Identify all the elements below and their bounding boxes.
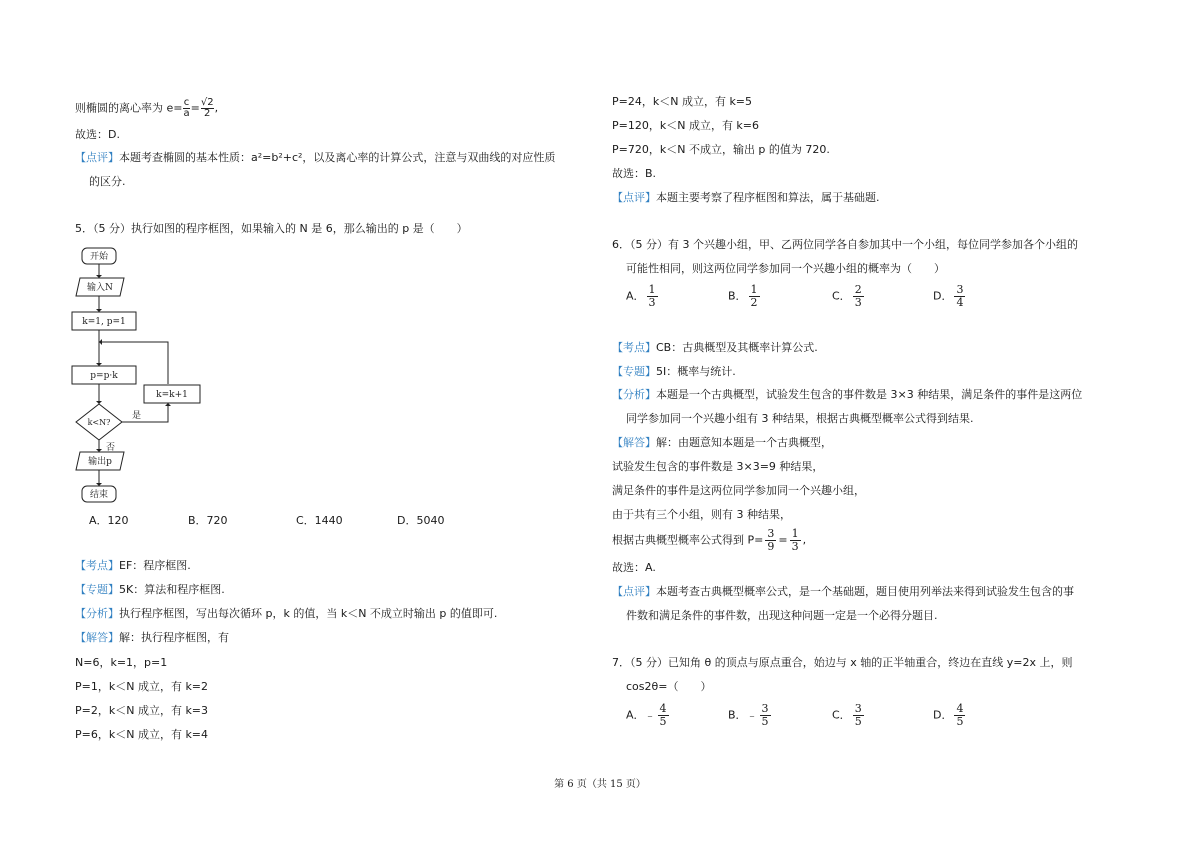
kaodian-line: [75, 558, 191, 574]
option-label: D．: [933, 289, 953, 303]
flow-start-label: 开始: [89, 252, 109, 262]
step-line: P=120，k＜N 成立，有 k=6: [612, 119, 760, 132]
comment-line-2: 的区分.: [89, 175, 126, 188]
jieda-text: 解：执行程序框图，有: [119, 631, 229, 644]
dianping-tag: 【点评】: [612, 585, 656, 598]
fraction: [954, 284, 965, 309]
flow-assign-label: p=p·k: [90, 371, 118, 381]
denominator: 9: [767, 540, 775, 553]
text: 则椭圆的离心率为 e=: [75, 101, 183, 115]
q6-option-c: [832, 284, 866, 309]
zhuanti-tag: 【专题】: [75, 583, 119, 596]
q6-option-d: [933, 284, 967, 309]
solution-formula-line: [612, 528, 806, 553]
fraction: [954, 703, 965, 728]
fraction: [201, 98, 214, 119]
option-label: B．: [728, 289, 747, 303]
fraction: [760, 703, 771, 728]
q5-option-c: C．1440: [296, 514, 343, 527]
fraction: [647, 284, 658, 309]
option-label: A．: [626, 708, 645, 722]
numerator: √2: [200, 97, 214, 108]
denominator: a: [183, 108, 190, 119]
denominator: 3: [854, 296, 862, 309]
question-6: 6．（5 分）有 3 个兴趣小组，甲、乙两位同学各自参加其中一个小组，每位同学参加各个小组的: [612, 238, 1078, 251]
denominator: 5: [761, 715, 769, 728]
jieda-line: [75, 630, 229, 646]
solution-line: 试验发生包含的事件数是 3×3=9 种结果，: [612, 460, 824, 473]
comment-line: [75, 150, 555, 166]
fraction: [658, 703, 669, 728]
comment-tag: 【点评】: [75, 151, 119, 164]
kaodian-text: CB：古典概型及其概率计算公式.: [656, 341, 818, 354]
step-line: P=720，k＜N 不成立，输出 p 的值为 720.: [612, 143, 830, 156]
answer-line: 故选：B.: [612, 167, 657, 180]
denominator: 3: [791, 540, 799, 553]
numerator: 4: [659, 702, 667, 715]
numerator: 3: [854, 702, 862, 715]
q7-option-b: [728, 703, 773, 728]
answer-line: 故选：D.: [75, 128, 120, 141]
comment-text: 本题考查椭圆的基本性质：a²=b²+c²，以及离心率的计算公式，注意与双曲线的对应性质: [119, 151, 556, 164]
zhuanti-text: 5K：算法和程序框图.: [119, 583, 225, 596]
numerator: 3: [956, 283, 964, 296]
text: 根据古典概型概率公式得到 P=: [612, 533, 764, 547]
q7-option-a: [626, 703, 671, 728]
dianping-tag: 【点评】: [612, 191, 656, 204]
solution-line: 由于共有三个小组，则有 3 种结果，: [612, 508, 791, 521]
numerator: 3: [767, 527, 775, 540]
fenxi-line: [75, 606, 497, 622]
dianping-line: [612, 584, 1074, 600]
fenxi-tag: 【分析】: [75, 607, 119, 620]
step-line: P=1，k＜N 成立，有 k=2: [75, 680, 209, 693]
fenxi-text: 本题是一个古典概型，试验发生包含的事件数是 3×3 种结果，满足条件的事件是这两位: [656, 388, 1083, 401]
q6-option-a: [626, 284, 660, 309]
flow-condition-label: k<N?: [87, 418, 111, 427]
fenxi-text: 执行程序框图，写出每次循环 p，k 的值，当 k＜N 不成立时输出 p 的值即可.: [119, 607, 498, 620]
step-line: P=6，k＜N 成立，有 k=4: [75, 728, 209, 741]
question-6-line-2: 可能性相同，则这两位同学参加同一个兴趣小组的概率为（ ）: [626, 262, 945, 275]
option-label: B．: [728, 708, 747, 722]
flow-yes-label: 是: [132, 411, 142, 421]
jieda-tag: 【解答】: [612, 436, 656, 449]
jieda-tag: 【解答】: [75, 631, 119, 644]
denominator: 5: [659, 715, 667, 728]
zhuanti-text: 5I：概率与统计.: [656, 365, 736, 378]
zhuanti-line: [612, 364, 736, 380]
denominator: 5: [854, 715, 862, 728]
fraction: [749, 284, 760, 309]
jieda-text: 解：由题意知本题是一个古典概型，: [656, 436, 832, 449]
kaodian-line: [612, 340, 818, 356]
denominator: 2: [750, 296, 758, 309]
numerator: 1: [648, 283, 656, 296]
q6-option-b: [728, 284, 762, 309]
zhuanti-line: [75, 582, 225, 598]
option-label: C．: [832, 708, 851, 722]
q5-option-b: B．720: [188, 514, 228, 527]
q7-option-c: [832, 703, 866, 728]
fenxi-tag: 【分析】: [612, 388, 656, 401]
numerator: c: [183, 97, 190, 108]
kaodian-tag: 【考点】: [75, 559, 119, 572]
dianping-text: 本题考查古典概型概率公式，是一个基础题，题目使用列举法来得到试验发生包含的事: [656, 585, 1074, 598]
solution-line: 满足条件的事件是这两位同学参加同一个兴趣小组，: [612, 484, 865, 497]
numerator: 4: [956, 702, 964, 715]
text: ,: [802, 533, 807, 547]
flow-incr-label: k=k+1: [156, 390, 188, 400]
fenxi-line-2: 同学参加同一个兴趣小组有 3 种结果，根据古典概型概率公式得到结果.: [626, 412, 974, 425]
denominator: 2: [204, 108, 211, 119]
equals: =: [190, 101, 200, 115]
option-label: D．: [933, 708, 953, 722]
question-7: 7．（5 分）已知角 θ 的顶点与原点重合，始边与 x 轴的正半轴重合，终边在直线 y=2x 上，则: [612, 656, 1073, 669]
option-sign: ﹣: [746, 708, 758, 722]
step-line: N=6，k=1，p=1: [75, 656, 168, 669]
flow-end-label: 结束: [89, 490, 109, 500]
option-label: A．: [626, 289, 645, 303]
step-line: P=24，k＜N 成立，有 k=5: [612, 95, 753, 108]
flow-input-label: 输入N: [87, 283, 113, 293]
q7-option-d: [933, 703, 967, 728]
answer-line: 故选：A.: [612, 561, 656, 574]
denominator: 5: [956, 715, 964, 728]
numerator: 3: [761, 702, 769, 715]
equals: =: [778, 533, 788, 547]
flow-init-label: k=1, p=1: [82, 317, 126, 327]
fraction: [765, 528, 776, 553]
eccentricity-line: [75, 98, 218, 119]
dianping-text: 本题主要考察了程序框图和算法，属于基础题.: [656, 191, 880, 204]
fraction: [790, 528, 801, 553]
kaodian-tag: 【考点】: [612, 341, 656, 354]
fraction: [853, 703, 864, 728]
step-line: P=2，k＜N 成立，有 k=3: [75, 704, 209, 717]
numerator: 1: [791, 527, 799, 540]
page-footer: 第 6 页（共 15 页）: [554, 779, 646, 790]
option-label: C．: [832, 289, 851, 303]
flow-output-label: 输出p: [88, 457, 112, 467]
q5-option-a: A．120: [89, 514, 129, 527]
jieda-line: [612, 435, 832, 451]
denominator: 4: [956, 296, 964, 309]
option-sign: ﹣: [644, 708, 656, 722]
kaodian-text: EF：程序框图.: [119, 559, 191, 572]
numerator: 2: [854, 283, 862, 296]
denominator: 3: [648, 296, 656, 309]
numerator: 1: [750, 283, 758, 296]
text: ,: [214, 101, 219, 115]
dianping-line-2: 件数和满足条件的事件数，出现这种问题一定是一个必得分题目.: [626, 609, 938, 622]
zhuanti-tag: 【专题】: [612, 365, 656, 378]
question-7-line-2: cos2θ=（ ）: [626, 680, 712, 693]
fraction: [853, 284, 864, 309]
fenxi-line: [612, 387, 1082, 403]
flow-no-label: 否: [106, 443, 116, 453]
q5-option-d: D．5040: [397, 514, 445, 527]
fraction: [183, 98, 189, 119]
question-5: 5．（5 分）执行如图的程序框图，如果输入的 N 是 6，那么输出的 p 是（ ）: [75, 222, 468, 235]
flowchart: [66, 240, 216, 510]
dianping-line: [612, 190, 880, 206]
